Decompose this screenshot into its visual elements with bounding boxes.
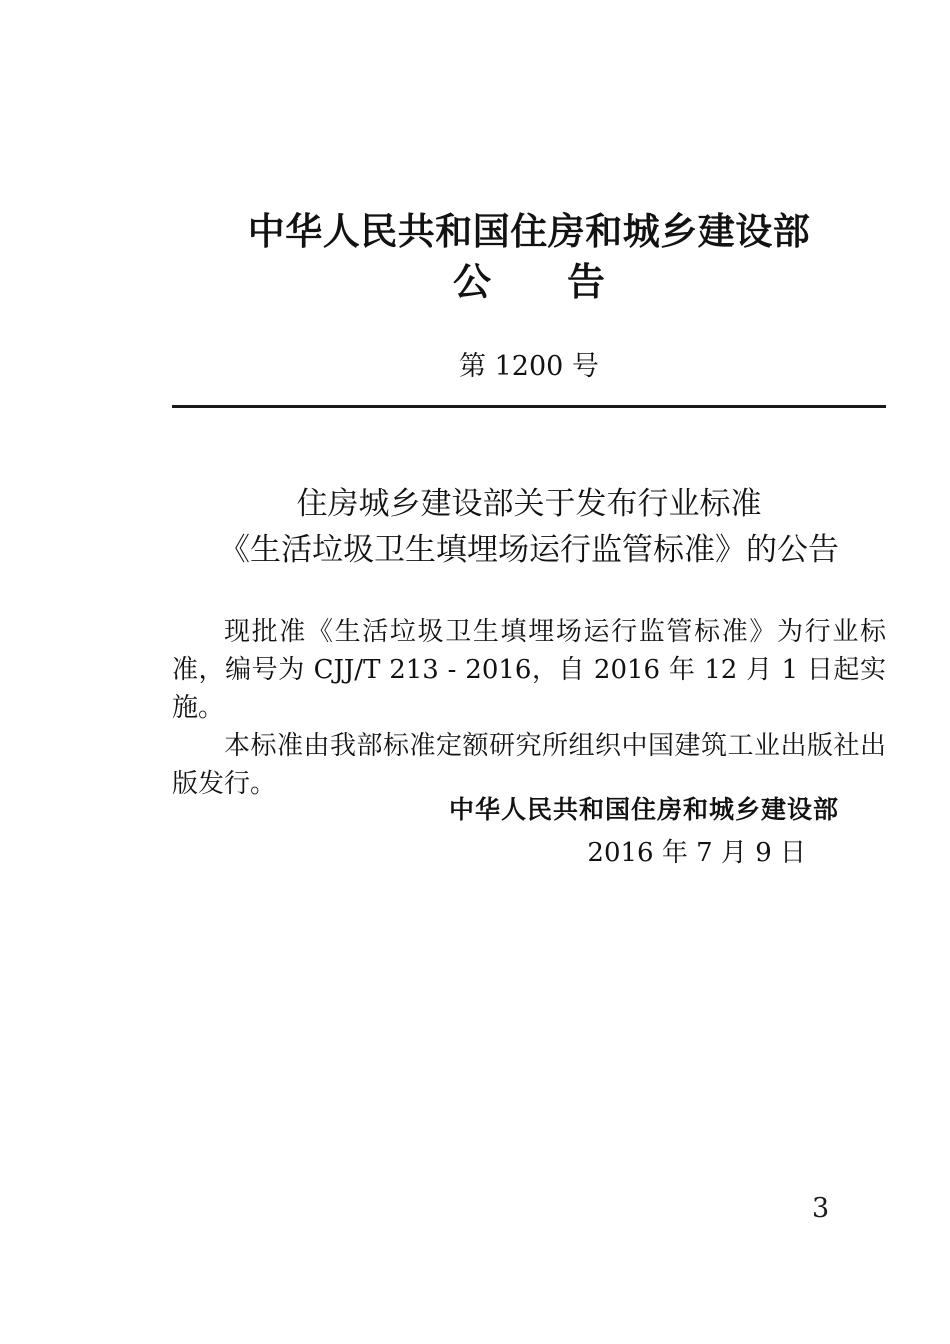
header-divider [172, 405, 886, 408]
announcement-word: 公 告 [452, 259, 605, 304]
signature-organization: 中华人民共和国住房和城乡建设部 [448, 795, 839, 824]
subtitle-line-1: 住房城乡建设部关于发布行业标准 [296, 486, 762, 522]
announcement-subtitle [172, 481, 886, 573]
announcement-document [172, 0, 886, 1344]
body-paragraph: 本标准由我部标准定额研究所组织中国建筑工业出版社出版发行。 [172, 731, 886, 799]
subtitle-line-2: 《生活垃圾卫生填埋场运行监管标准》的公告 [219, 532, 839, 568]
page-number: 3 [812, 1193, 830, 1224]
signature-date: 2016 年 7 月 9 日 [587, 838, 806, 868]
ministry-title: 中华人民共和国住房和城乡建设部 [247, 209, 811, 253]
body-paragraph: 现批准《生活垃圾卫生填埋场运行监管标准》为行业标准，编号为 CJJ/T 213 - 2016，自 2016 年 12 月 1 日起实施。 [172, 617, 886, 723]
announcement-body [172, 613, 886, 803]
signature-block [172, 793, 886, 873]
document-number: 第 1200 号 [459, 351, 599, 382]
